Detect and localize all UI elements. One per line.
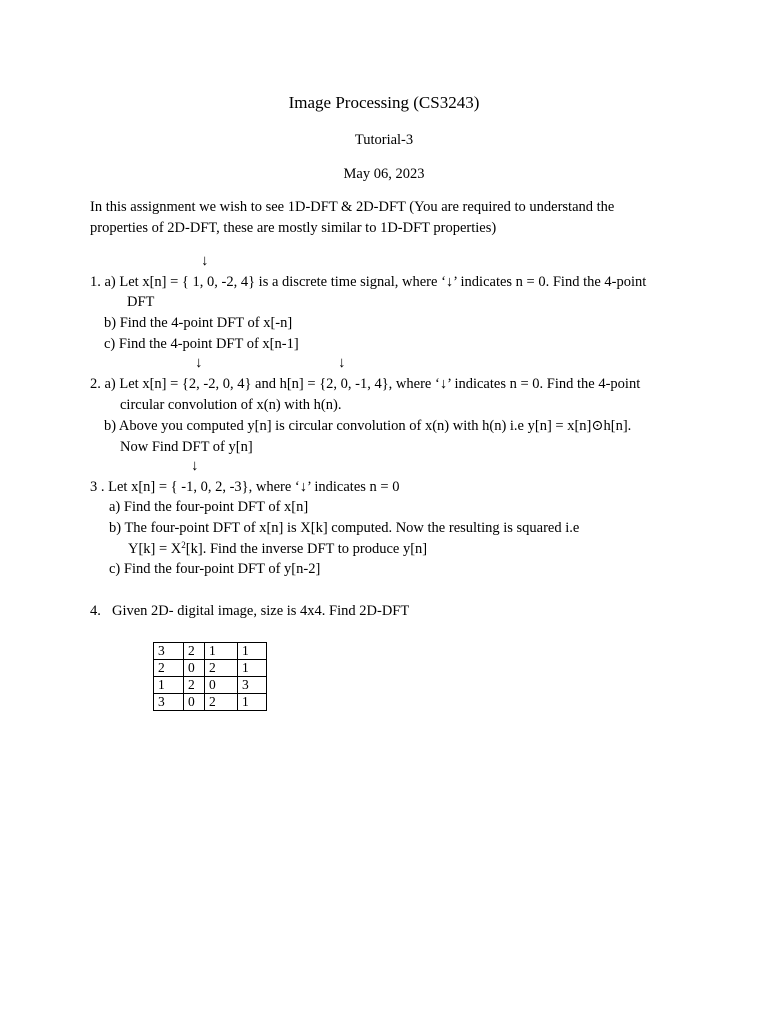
squared-superscript: 2 bbox=[181, 540, 186, 550]
matrix-cell: 1 bbox=[238, 660, 267, 677]
matrix-cell: 3 bbox=[238, 677, 267, 694]
matrix-cell: 2 bbox=[184, 677, 205, 694]
intro-line-1: In this assignment we wish to see 1D-DFT & 2D-DFT (You are required to understand the bbox=[90, 199, 615, 215]
down-arrow-icon: ↓ bbox=[191, 458, 199, 474]
q2-b-line-2: Now Find DFT of y[n] bbox=[120, 439, 253, 455]
q1-b: b) Find the 4-point DFT of x[-n] bbox=[104, 315, 293, 331]
q1-c: c) Find the 4-point DFT of x[n-1] bbox=[104, 336, 299, 352]
table-row bbox=[154, 643, 267, 660]
table-row bbox=[154, 694, 267, 711]
matrix-cell: 1 bbox=[238, 643, 267, 660]
matrix-cell: 3 bbox=[154, 643, 184, 660]
q3-c: c) Find the four-point DFT of y[n-2] bbox=[109, 561, 321, 577]
matrix-cell: 2 bbox=[205, 660, 238, 677]
matrix-cell: 1 bbox=[205, 643, 238, 660]
matrix-cell: 2 bbox=[184, 643, 205, 660]
matrix-cell: 1 bbox=[154, 677, 184, 694]
down-arrow-icon: ↓ bbox=[195, 355, 203, 371]
table-row bbox=[154, 677, 267, 694]
q3-intro: 3 . Let x[n] = { -1, 0, 2, -3}, where ‘↓’ indicates n = 0 bbox=[90, 479, 400, 495]
matrix-cell: 0 bbox=[205, 677, 238, 694]
matrix-cell: 0 bbox=[184, 694, 205, 711]
matrix-cell: 0 bbox=[184, 660, 205, 677]
image-matrix-table bbox=[153, 642, 267, 711]
intro-line-2: properties of 2D-DFT, these are mostly similar to 1D-DFT properties) bbox=[90, 220, 497, 236]
q1-a-line-1: 1. a) Let x[n] = { 1, 0, -2, 4} is a discrete time signal, where ‘↓’ indicates n = 0. Find the 4-point bbox=[90, 274, 647, 290]
q3-a: a) Find the four-point DFT of x[n] bbox=[109, 499, 309, 515]
q2-a-line-2: circular convolution of x(n) with h(n). bbox=[120, 397, 342, 413]
q4-number: 4. bbox=[90, 603, 101, 619]
matrix-cell: 2 bbox=[205, 694, 238, 711]
q2-b-line-1: b) Above you computed y[n] is circular convolution of x(n) with h(n) i.e y[n] = x[n]⊙h[n]. bbox=[104, 418, 632, 434]
q3-b-line-2-pre: Y[k] = X bbox=[128, 541, 182, 557]
matrix-cell: 3 bbox=[154, 694, 184, 711]
q3-b-line-2-post: [k]. Find the inverse DFT to produce y[n] bbox=[185, 541, 428, 557]
q2-a-line-1: 2. a) Let x[n] = {2, -2, 0, 4} and h[n] = {2, 0, -1, 4}, where ‘↓’ indicates n = 0. Find the 4-point bbox=[90, 376, 641, 392]
q4-text: Given 2D- digital image, size is 4x4. Find 2D-DFT bbox=[112, 603, 410, 619]
page-title: Image Processing (CS3243) bbox=[288, 93, 480, 112]
q1-a-line-2: DFT bbox=[127, 294, 155, 310]
tutorial-subtitle: Tutorial-3 bbox=[354, 132, 414, 148]
date-line: May 06, 2023 bbox=[343, 166, 425, 182]
down-arrow-icon: ↓ bbox=[201, 253, 209, 269]
down-arrow-icon: ↓ bbox=[338, 355, 346, 371]
matrix-cell: 1 bbox=[238, 694, 267, 711]
table-row bbox=[154, 660, 267, 677]
q3-b-line-1: b) The four-point DFT of x[n] is X[k] computed. Now the resulting is squared i.e bbox=[109, 520, 580, 536]
matrix-cell: 2 bbox=[154, 660, 184, 677]
q3-b-line-2 bbox=[128, 541, 427, 557]
